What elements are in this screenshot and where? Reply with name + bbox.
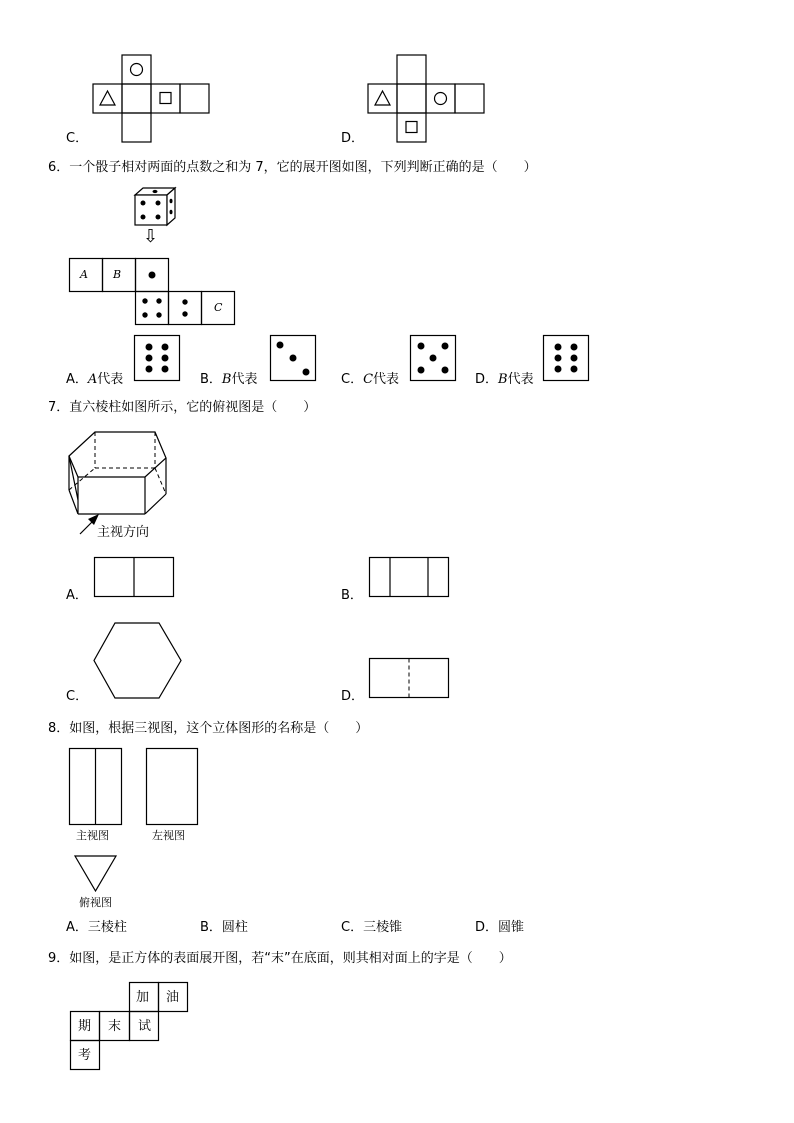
square-symbol — [160, 93, 171, 104]
option-letter: B — [221, 372, 232, 387]
q7-stem: 7．直六棱柱如图所示，它的俯视图是（ ） — [48, 400, 317, 415]
square-symbol — [406, 122, 417, 133]
option-suffix: 代表 — [373, 372, 400, 387]
option-suffix: 代表 — [507, 372, 534, 387]
q8-left-caption: 左视图 — [152, 829, 185, 842]
q7-option-c-label[interactable]: C． — [66, 689, 89, 704]
q7-caption: 主视方向 — [97, 525, 150, 540]
q6-option-c[interactable] — [341, 372, 399, 388]
q8-left-view — [146, 748, 200, 826]
net-label-b: B — [113, 268, 122, 281]
q9-cell-you: 油 — [166, 990, 180, 1005]
q8-option-d[interactable]: D．圆锥 — [475, 920, 525, 935]
option-letter: B — [498, 372, 508, 387]
q6-option-d[interactable] — [475, 372, 534, 388]
q6-option-d-die-six-icon — [543, 335, 589, 381]
q9-cell-qi: 期 — [78, 1019, 92, 1034]
q8-top-view — [74, 855, 118, 893]
q8-stem: 8．如图，根据三视图，这个立体图形的名称是（ ） — [48, 721, 369, 736]
option-label: B． — [200, 372, 222, 387]
net-label-a: A — [80, 268, 88, 281]
q7-option-d-figure — [369, 658, 451, 700]
q7-option-b-label[interactable]: B． — [341, 588, 363, 603]
option-letter: A — [87, 372, 98, 387]
option-label: D． — [475, 372, 499, 387]
q8-option-b[interactable]: B．圆柱 — [200, 920, 248, 935]
q8-front-caption: 主视图 — [76, 829, 109, 842]
option-suffix: 代表 — [231, 372, 258, 387]
q6-option-a[interactable] — [66, 372, 123, 388]
q6-dice-3d — [133, 187, 179, 227]
q7-option-a-label[interactable]: A． — [66, 588, 88, 603]
circle-symbol — [435, 93, 447, 105]
triangle-symbol — [375, 91, 390, 105]
q5-option-c-label[interactable]: C． — [66, 131, 89, 146]
q7-option-a-figure — [94, 557, 176, 599]
q9-cell-mo: 末 — [108, 1019, 122, 1034]
q6-option-b-die-three-icon — [270, 335, 316, 381]
q5-option-d-net — [368, 54, 488, 146]
q9-cell-shi: 试 — [138, 1019, 152, 1034]
circle-symbol — [131, 64, 143, 76]
q6-option-c-die-five-icon — [410, 335, 456, 381]
q9-cell-jia: 加 — [136, 990, 150, 1005]
q9-stem: 9．如图，是正方体的表面展开图，若“末”在底面，则其相对面上的字是（ ） — [48, 951, 512, 966]
option-label: C． — [341, 372, 364, 387]
q8-option-a[interactable]: A．三棱柱 — [66, 920, 127, 935]
down-arrow-icon: ⇩ — [143, 226, 159, 247]
q6-stem: 6．一个骰子相对两面的点数之和为 7，它的展开图如图，下列判断正确的是（ ） — [48, 160, 537, 175]
q7-option-d-label[interactable]: D． — [341, 689, 365, 704]
q5-option-c-net — [93, 54, 213, 146]
q8-front-view — [69, 748, 123, 826]
q5-option-d-label[interactable]: D． — [341, 131, 365, 146]
option-letter: C — [363, 372, 374, 387]
option-label: A． — [66, 372, 88, 387]
option-suffix: 代表 — [97, 372, 124, 387]
q7-option-b-figure — [369, 557, 451, 599]
q6-dice-net — [69, 258, 237, 328]
q8-option-c[interactable]: C．三棱锥 — [341, 920, 403, 935]
q6-option-a-die-six-icon — [134, 335, 180, 381]
q6-option-b[interactable] — [200, 372, 258, 388]
net-label-c: C — [214, 301, 223, 314]
q9-cell-kao: 考 — [78, 1048, 92, 1063]
q7-option-c-hexagon — [93, 622, 183, 700]
q8-top-caption: 俯视图 — [79, 896, 112, 909]
triangle-symbol — [100, 91, 115, 105]
